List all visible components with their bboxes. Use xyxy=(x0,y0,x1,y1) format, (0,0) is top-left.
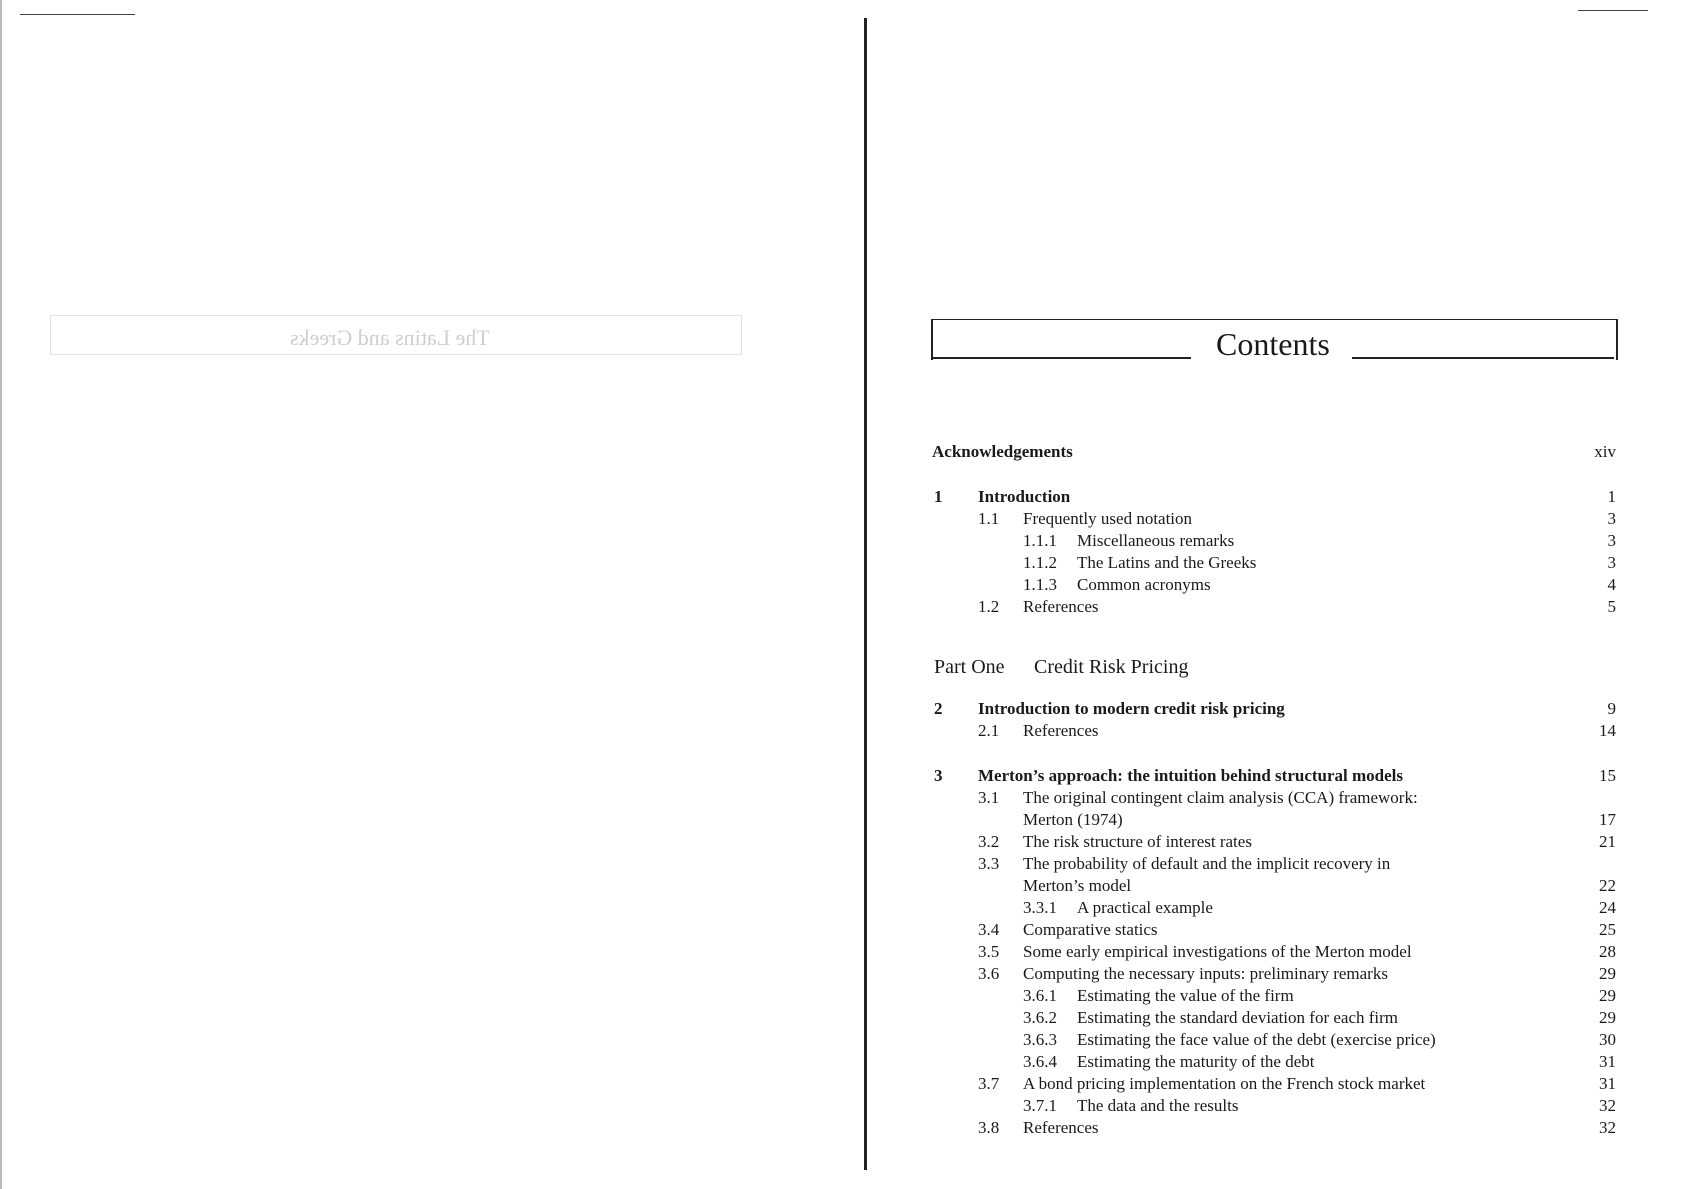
toc-entry-number: 3 xyxy=(934,766,943,785)
toc-entry-title: Common acronyms xyxy=(1077,575,1211,594)
toc-entry-number: 3.7.1 xyxy=(1023,1096,1057,1115)
toc-entry-number: 3.2 xyxy=(978,832,1000,851)
toc-entry-number: 3.3 xyxy=(978,854,1000,873)
toc-entry-title: The risk structure of interest rates xyxy=(1023,832,1252,851)
toc-entry-title: Computing the necessary inputs: preliminary remarks xyxy=(1023,964,1388,983)
toc-entry-page: 5 xyxy=(1607,597,1616,616)
toc-entry-page: 22 xyxy=(1599,876,1616,895)
toc-entry-title: The data and the results xyxy=(1077,1096,1239,1115)
toc-entry-title: References xyxy=(1023,721,1099,740)
toc-entry-page: 3 xyxy=(1607,553,1616,572)
toc-entry-page: 30 xyxy=(1599,1030,1616,1049)
toc-entry-page: 31 xyxy=(1599,1052,1616,1071)
toc-entry-number: 3.3.1 xyxy=(1023,898,1057,917)
toc-entry-title: Acknowledgements xyxy=(932,442,1073,461)
toc-entry-title: References xyxy=(1023,1118,1099,1137)
toc-entry-number: 3.8 xyxy=(978,1118,1000,1137)
toc-entry-title: The Latins and the Greeks xyxy=(1077,553,1257,572)
toc-entry-number: 1.1 xyxy=(978,509,1000,528)
toc-entry-title: Introduction xyxy=(978,487,1071,506)
part-title: Credit Risk Pricing xyxy=(1034,656,1189,678)
toc-entry-title: A practical example xyxy=(1077,898,1213,917)
contents-heading: Contents xyxy=(1208,326,1338,363)
toc-entry-title: Estimating the maturity of the debt xyxy=(1077,1052,1315,1071)
toc-entry-title: Estimating the face value of the debt (exercise price) xyxy=(1077,1030,1436,1049)
toc-entry-page: 3 xyxy=(1607,531,1616,550)
toc-entry-title: A bond pricing implementation on the French stock market xyxy=(1023,1074,1426,1093)
toc-entry-number: 3.1 xyxy=(978,788,1000,807)
toc-entry-title: The probability of default and the implicit recovery in xyxy=(1023,854,1391,873)
book-spine xyxy=(864,18,867,1170)
toc-entry-title: Introduction to modern credit risk pricing xyxy=(978,699,1285,718)
toc-entry-number: 2.1 xyxy=(978,721,1000,740)
toc-entry-page: 32 xyxy=(1599,1118,1616,1137)
toc-entry-page: 21 xyxy=(1599,832,1616,851)
toc-entry-number: 2 xyxy=(934,699,943,718)
toc-entry-title: Estimating the value of the firm xyxy=(1077,986,1294,1005)
toc-entry-number: 3.6.2 xyxy=(1023,1008,1057,1027)
toc-entry-number: 3.6.1 xyxy=(1023,986,1057,1005)
toc-entry-title: The original contingent claim analysis (CCA) framework: xyxy=(1023,788,1418,807)
toc-entry-number: 1 xyxy=(934,487,943,506)
toc-entry-title: Merton’s approach: the intuition behind structural models xyxy=(978,766,1404,785)
contents-rule-right xyxy=(1352,357,1614,359)
toc-entry-page: 28 xyxy=(1599,942,1616,961)
toc-entry-title: Merton’s model xyxy=(1023,876,1132,895)
toc-entry-title: Comparative statics xyxy=(1023,920,1158,939)
toc-entry-page: 15 xyxy=(1599,766,1616,785)
toc-entry-page: 29 xyxy=(1599,964,1616,983)
bleed-through-title: The Latins and Greeks xyxy=(290,325,490,350)
toc-entry-page: 25 xyxy=(1599,920,1616,939)
toc-entry-number: 1.1.3 xyxy=(1023,575,1057,594)
toc-entry-page: xiv xyxy=(1594,442,1616,461)
toc-entry-number: 3.6.3 xyxy=(1023,1030,1057,1049)
toc-entry-page: 3 xyxy=(1607,509,1616,528)
toc-entry-page: 9 xyxy=(1607,699,1616,718)
toc-entry-title: Miscellaneous remarks xyxy=(1077,531,1235,550)
toc-entry-number: 3.7 xyxy=(978,1074,1000,1093)
toc-entry-title: Merton (1974) xyxy=(1023,810,1123,829)
toc-entry-page: 32 xyxy=(1599,1096,1616,1115)
right-top-rule xyxy=(1578,10,1648,11)
toc-entry-title: Estimating the standard deviation for each firm xyxy=(1077,1008,1399,1027)
toc-entry-number: 3.5 xyxy=(978,942,1000,961)
toc-entry-page: 17 xyxy=(1599,810,1616,829)
toc-entry-number: 3.6 xyxy=(978,964,1000,983)
toc-entry-number: 3.4 xyxy=(978,920,1000,939)
toc-entry-page: 14 xyxy=(1599,721,1616,740)
toc-entry-number: 1.1.1 xyxy=(1023,531,1057,550)
part-number: Part One xyxy=(934,656,1005,678)
toc-entry-number: 1.1.2 xyxy=(1023,553,1057,572)
toc-entry-title: Frequently used notation xyxy=(1023,509,1193,528)
toc-entry-title: Some early empirical investigations of the Merton model xyxy=(1023,942,1412,961)
toc-entry-page: 29 xyxy=(1599,986,1616,1005)
toc-entry-page: 1 xyxy=(1607,487,1616,506)
toc-entry-number: 3.6.4 xyxy=(1023,1052,1057,1071)
toc-entry-number: 1.2 xyxy=(978,597,1000,616)
toc-entry-page: 29 xyxy=(1599,1008,1616,1027)
toc-entry-page: 31 xyxy=(1599,1074,1616,1093)
toc-entry-title: References xyxy=(1023,597,1099,616)
toc-entry-page: 24 xyxy=(1599,898,1616,917)
contents-rule-left xyxy=(933,357,1191,359)
toc-entry-page: 4 xyxy=(1607,575,1616,594)
